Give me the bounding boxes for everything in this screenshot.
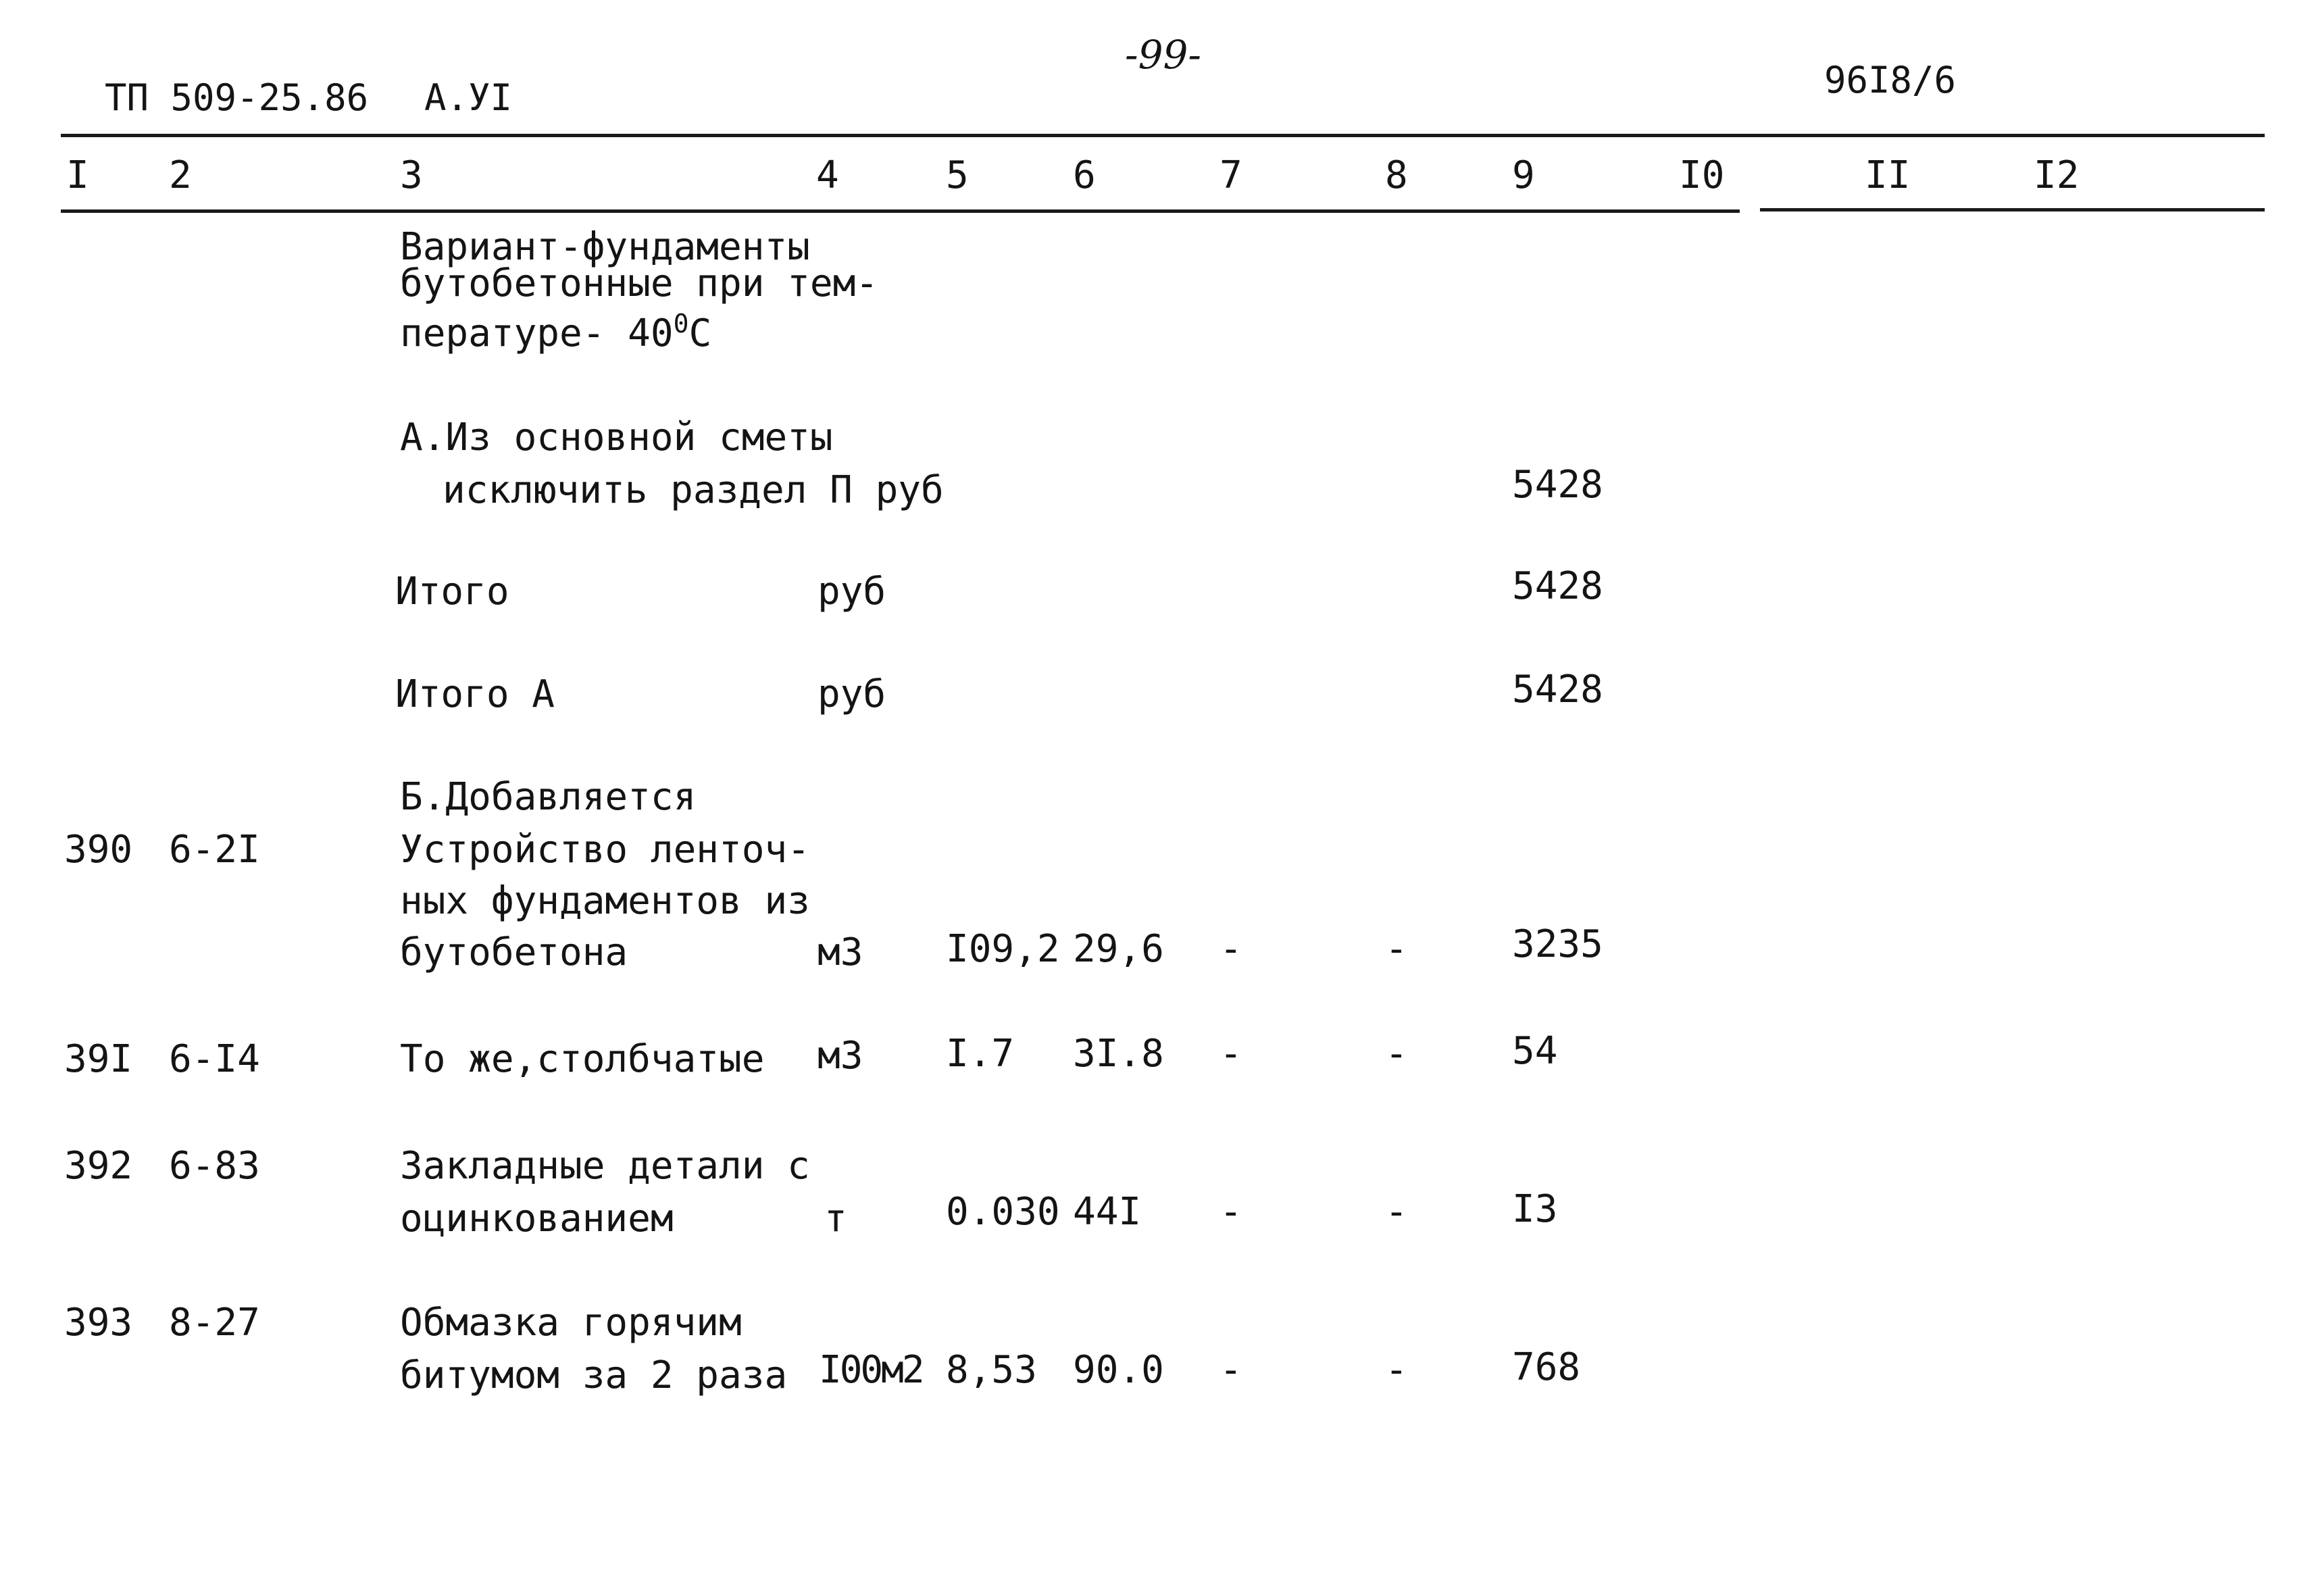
row-393-desc-line-2: битумом за 2 раза [400,1353,788,1397]
section-a-line-2: исключить раздел П руб [443,468,944,512]
col-header-5: 5 [946,153,969,197]
row-390-code: 6-2I [169,828,260,872]
row-390-col7: - [1219,927,1242,971]
page-number: -99- [1125,32,1201,78]
row-391-col7: - [1219,1032,1242,1076]
row-391-unit: м3 [818,1034,863,1078]
row-390-price: 29,6 [1073,927,1164,971]
row-393-col8: - [1385,1348,1408,1392]
col-header-8: 8 [1385,153,1408,197]
col-header-4: 4 [816,153,839,197]
row-390-desc-line-3: бутобетона [400,930,628,974]
itogo-a-amount: 5428 [1512,668,1603,712]
row-392-col7: - [1219,1190,1242,1234]
row-392-number: 392 [64,1144,133,1188]
row-390-number: 390 [64,828,133,872]
col-header-9: 9 [1512,153,1535,197]
row-393-unit: I00м2 [819,1348,923,1392]
col-header-3: 3 [400,153,423,197]
itogo-unit: руб [818,570,886,614]
col-header-11: II [1865,153,1911,197]
section-a-title: А.Из основной сметы [400,416,833,459]
row-390-col8: - [1385,927,1408,971]
row-392-desc-line-1: Закладные детали с [400,1144,810,1188]
col-header-12: I2 [2034,153,2080,197]
row-393-price: 90.0 [1073,1348,1164,1392]
row-392-col8: - [1385,1190,1408,1234]
row-390-unit: м3 [818,930,863,974]
row-392-desc-line-2: оцинкованием [400,1197,674,1241]
intro-line-3: пературе- $40^0С$ [400,309,712,355]
header-bottom-rule-left [61,209,1740,213]
itogo-amount: 5428 [1512,564,1603,608]
row-392-total: I3 [1512,1187,1558,1231]
col-header-10: I0 [1679,153,1725,197]
row-393-code: 8-27 [169,1301,260,1345]
row-392-code: 6-83 [169,1144,260,1188]
row-390-total: 3235 [1512,922,1603,966]
section-a-amount: 5428 [1512,463,1603,507]
sheet-reference: 96I8/6 [1824,59,1957,101]
row-392-price: 44I [1073,1190,1142,1234]
row-391-number: 39I [64,1037,133,1081]
col-header-1: I [66,153,89,197]
col-header-2: 2 [169,153,192,197]
header-bottom-rule-right [1760,208,2265,211]
row-391-total: 54 [1512,1029,1558,1073]
row-391-quantity: I.7 [946,1032,1015,1076]
intro-line-2: бутобетонные при тем- [400,261,879,305]
row-393-total: 768 [1512,1345,1581,1389]
itogo-a-unit: руб [818,672,886,716]
document-code: ТП 509-25.86 [105,76,369,119]
intro-line-1: Вариант-фундаменты [400,225,810,269]
itogo-a-label: Итого А [395,672,555,716]
header-top-rule [61,134,2265,137]
row-391-price: 3I.8 [1073,1032,1164,1076]
row-393-desc-line-1: Обмазка горячим [400,1301,742,1345]
row-391-code: 6-I4 [169,1037,260,1081]
row-393-number: 393 [64,1301,133,1345]
row-390-desc-line-1: Устройство ленточ- [400,828,810,872]
row-392-quantity: 0.030 [946,1190,1060,1234]
row-393-col7: - [1219,1348,1242,1392]
row-391-col8: - [1385,1032,1408,1076]
row-391-desc-line-1: То же,столбчатые [400,1037,765,1081]
col-header-6: 6 [1073,153,1096,197]
section-b-title: Б.Добавляется [400,775,697,819]
row-392-unit: т [824,1197,847,1241]
itogo-label: Итого [395,570,509,614]
row-390-quantity: I09,2 [946,927,1060,971]
col-header-7: 7 [1219,153,1242,197]
row-393-quantity: 8,53 [946,1348,1037,1392]
row-390-desc-line-2: ных фундаментов из [400,879,810,923]
album-label: А.УI [424,76,513,119]
